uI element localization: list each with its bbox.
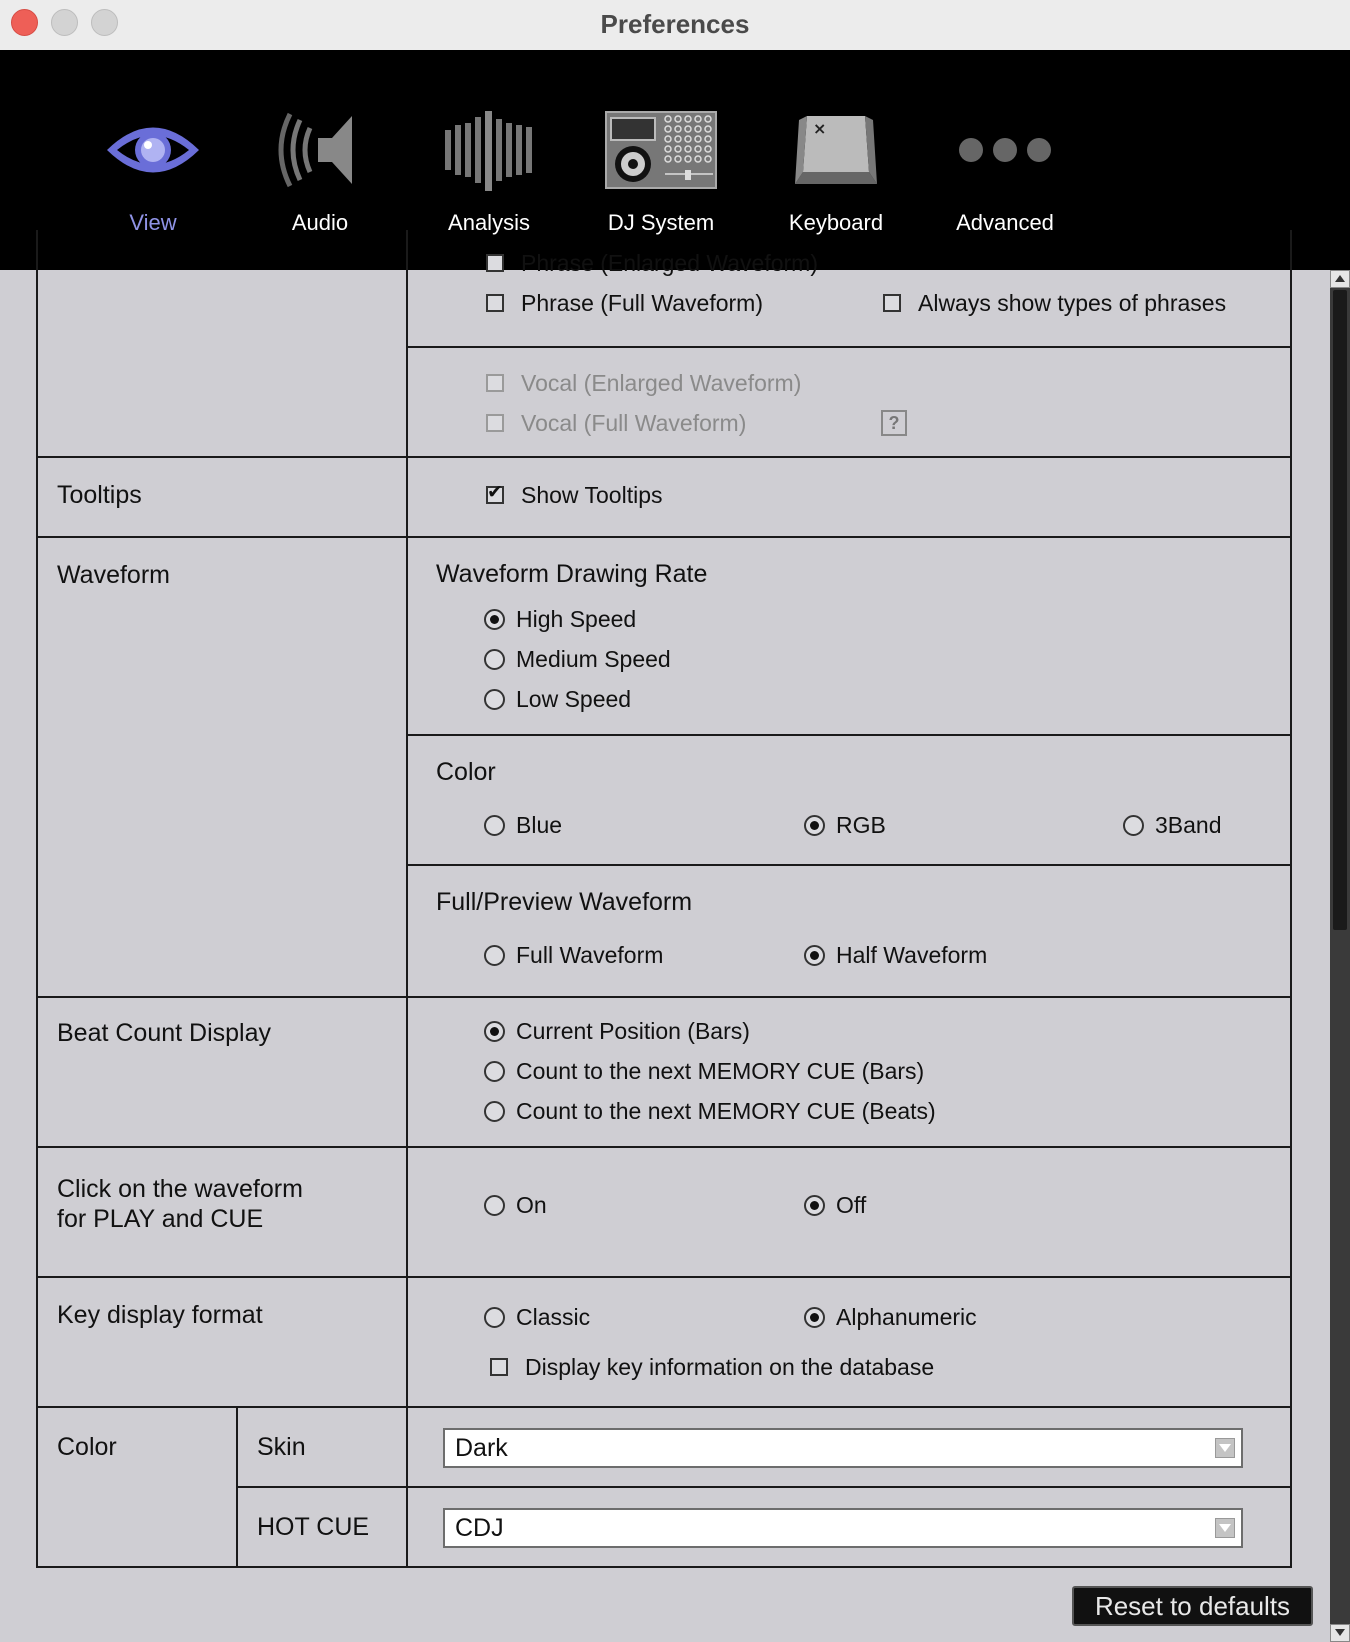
preview-waveform-title: Full/Preview Waveform <box>436 888 693 916</box>
waveform-label: Waveform <box>57 561 170 589</box>
radio-circle <box>804 1195 825 1216</box>
tab-keyboard-label: Keyboard <box>788 210 884 235</box>
key-classic-label: Classic <box>516 1303 591 1330</box>
show-tooltips-label: Show Tooltips <box>521 481 663 508</box>
radio-circle <box>1123 815 1144 836</box>
waveform-row <box>36 538 1292 998</box>
key-display-label-cell <box>38 1278 408 1406</box>
radio-high-speed[interactable] <box>484 604 636 634</box>
checkbox-box <box>883 294 901 312</box>
color-blue-label: Blue <box>516 811 563 838</box>
tab-audio[interactable] <box>245 90 395 236</box>
always-show-phrases-checkbox[interactable] <box>881 288 1226 318</box>
low-speed-label: Low Speed <box>516 685 632 712</box>
svg-text:×: × <box>813 119 827 138</box>
key-display-label: Key display format <box>57 1301 263 1329</box>
radio-circle <box>484 1061 505 1082</box>
waveform-bars-icon <box>414 90 564 210</box>
scroll-down-arrow-icon[interactable] <box>1330 1624 1350 1642</box>
click-waveform-label-line1: Click on the waveform <box>57 1175 303 1203</box>
skin-label-cell <box>238 1408 408 1488</box>
reset-to-defaults-button[interactable]: Reset to defaults <box>1072 1586 1313 1626</box>
beat-count-row <box>36 998 1292 1148</box>
radio-circle <box>484 1101 505 1122</box>
display-key-database-checkbox[interactable] <box>488 1352 934 1382</box>
radio-key-alphanumeric[interactable] <box>804 1302 977 1332</box>
phrase-full-checkbox[interactable] <box>484 288 763 318</box>
radio-circle <box>484 945 505 966</box>
radio-circle <box>484 1021 505 1042</box>
medium-speed-label: Medium Speed <box>516 645 671 672</box>
tab-analysis[interactable] <box>414 90 564 236</box>
tab-view-label: View <box>129 210 177 235</box>
color-3band-label: 3Band <box>1155 811 1222 838</box>
radio-full-waveform[interactable] <box>484 940 663 970</box>
high-speed-label: High Speed <box>516 605 637 632</box>
radio-circle <box>484 815 505 836</box>
key-alphanumeric-label: Alphanumeric <box>836 1303 977 1330</box>
beat-count-options-cell <box>408 998 1290 1146</box>
tab-analysis-label: Analysis <box>448 210 530 235</box>
radio-circle <box>484 1195 505 1216</box>
half-waveform-label: Half Waveform <box>836 941 988 968</box>
phrase-vocal-label-cell <box>38 230 408 456</box>
display-key-database-label: Display key information on the database <box>525 1353 935 1380</box>
preferences-content <box>0 249 1330 1642</box>
hot-cue-select[interactable] <box>443 1508 1243 1548</box>
key-display-row <box>36 1278 1292 1408</box>
divider <box>408 1486 1290 1488</box>
scrollbar-thumb[interactable] <box>1333 290 1347 930</box>
hot-cue-select-value: CDJ <box>455 1514 504 1542</box>
hot-cue-label-cell <box>238 1488 408 1566</box>
chevron-down-icon <box>1215 1438 1235 1458</box>
click-on-label: On <box>516 1191 547 1218</box>
radio-low-speed[interactable] <box>484 684 631 714</box>
radio-click-on[interactable] <box>484 1190 547 1220</box>
click-waveform-row <box>36 1148 1292 1278</box>
vocal-enlarged-checkbox[interactable] <box>484 368 801 398</box>
hot-cue-label: HOT CUE <box>257 1513 370 1541</box>
phrase-enlarged-label: Phrase (Enlarged Waveform) <box>521 249 818 276</box>
radio-click-off[interactable] <box>804 1190 866 1220</box>
tab-dj-system[interactable] <box>586 90 736 236</box>
tooltips-row <box>36 458 1292 538</box>
key-display-options-cell <box>408 1278 1290 1406</box>
preview-waveform-section <box>408 866 1290 996</box>
waveform-color-section <box>408 736 1290 866</box>
radio-circle <box>804 1307 825 1328</box>
color-label-cell <box>38 1408 238 1566</box>
radio-circle <box>804 815 825 836</box>
drawing-rate-title: Waveform Drawing Rate <box>436 560 708 588</box>
vocal-enlarged-label: Vocal (Enlarged Waveform) <box>521 369 802 396</box>
click-waveform-label-cell <box>38 1148 408 1276</box>
radio-count-memory-beats[interactable] <box>484 1096 936 1126</box>
phrase-vocal-options-cell <box>408 230 1290 456</box>
checkbox-box <box>486 486 504 504</box>
color-label: Color <box>57 1433 117 1461</box>
waveform-label-cell <box>38 538 408 996</box>
waveform-color-title: Color <box>436 758 496 786</box>
skin-select-value: Dark <box>455 1434 508 1462</box>
more-dots-icon <box>930 90 1080 210</box>
radio-medium-speed[interactable] <box>484 644 671 674</box>
tab-keyboard[interactable] <box>761 90 911 236</box>
skin-label: Skin <box>257 1433 306 1461</box>
radio-circle <box>484 649 505 670</box>
tab-advanced[interactable] <box>930 90 1080 236</box>
scroll-up-arrow-icon[interactable] <box>1330 270 1350 288</box>
show-tooltips-checkbox[interactable] <box>484 480 663 510</box>
checkbox-box <box>490 1358 508 1376</box>
click-waveform-options-cell <box>408 1148 1290 1276</box>
tab-view[interactable] <box>78 90 228 236</box>
always-show-phrases-label: Always show types of phrases <box>918 289 1227 316</box>
current-position-label: Current Position (Bars) <box>516 1017 750 1044</box>
beat-count-label-cell <box>38 998 408 1146</box>
radio-key-classic[interactable] <box>484 1302 590 1332</box>
full-waveform-label: Full Waveform <box>516 941 664 968</box>
checkbox-box <box>486 254 504 272</box>
color-rgb-label: RGB <box>836 811 886 838</box>
dj-controller-icon <box>586 90 736 210</box>
radio-current-position[interactable] <box>484 1016 750 1046</box>
tab-dj-system-label: DJ System <box>607 210 715 235</box>
title-bar <box>0 0 1350 51</box>
radio-circle <box>804 945 825 966</box>
checkbox-box <box>486 294 504 312</box>
checkbox-box <box>486 414 504 432</box>
skin-select[interactable] <box>443 1428 1243 1468</box>
checkbox-box <box>486 374 504 392</box>
radio-color-3band[interactable] <box>1123 810 1222 840</box>
eye-icon <box>78 90 228 210</box>
radio-circle <box>484 609 505 630</box>
radio-circle <box>484 1307 505 1328</box>
tab-audio-label: Audio <box>291 210 349 235</box>
phrase-vocal-row <box>36 230 1292 458</box>
tooltips-options-cell <box>408 458 1290 536</box>
phrase-section <box>408 230 1290 348</box>
phrase-full-label: Phrase (Full Waveform) <box>521 289 763 316</box>
help-icon: ? <box>881 410 907 436</box>
vocal-full-label: Vocal (Full Waveform) <box>521 409 747 436</box>
waveform-options-cell <box>408 538 1290 996</box>
key-icon <box>761 90 911 210</box>
window-title: Preferences <box>600 9 750 39</box>
tooltips-label: Tooltips <box>57 481 142 509</box>
tooltips-label-cell <box>38 458 408 536</box>
phrase-enlarged-checkbox[interactable] <box>484 248 818 278</box>
radio-count-memory-bars[interactable] <box>484 1056 924 1086</box>
tab-advanced-label: Advanced <box>956 210 1054 235</box>
count-memory-beats-label: Count to the next MEMORY CUE (Beats) <box>516 1097 936 1124</box>
click-waveform-label-line2: for PLAY and CUE <box>57 1205 264 1233</box>
count-memory-bars-label: Count to the next MEMORY CUE (Bars) <box>516 1057 925 1084</box>
color-row <box>36 1408 1292 1568</box>
speaker-icon <box>245 90 395 210</box>
beat-count-label: Beat Count Display <box>57 1019 272 1047</box>
radio-color-blue[interactable] <box>484 810 562 840</box>
radio-color-rgb[interactable] <box>804 810 886 840</box>
vocal-help-button[interactable] <box>881 408 907 438</box>
radio-circle <box>484 689 505 710</box>
vertical-scrollbar[interactable] <box>1330 270 1350 1642</box>
radio-half-waveform[interactable] <box>804 940 987 970</box>
vocal-full-checkbox[interactable] <box>484 408 746 438</box>
click-off-label: Off <box>836 1191 867 1218</box>
vocal-section <box>408 348 1290 458</box>
drawing-rate-section <box>408 538 1290 736</box>
chevron-down-icon <box>1215 1518 1235 1538</box>
